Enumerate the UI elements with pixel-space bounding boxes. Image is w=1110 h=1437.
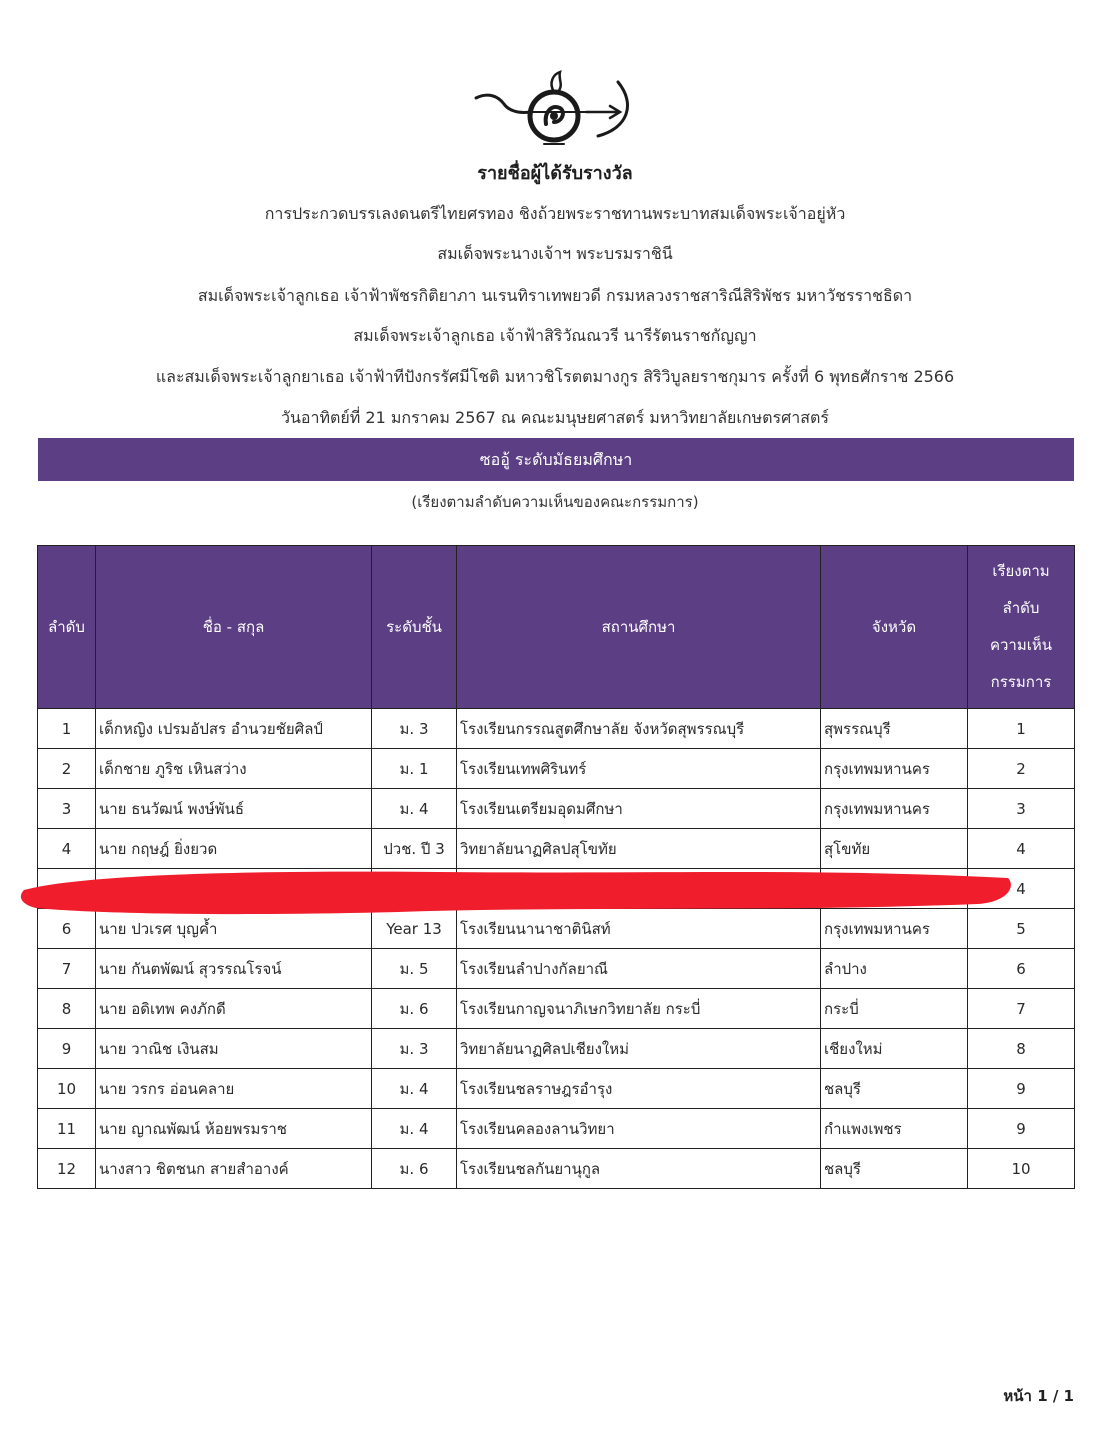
cell-no: 3 [38, 789, 96, 829]
cell-name: นาย กันตพัฒน์ สุวรรณโรจน์ [96, 949, 372, 989]
table-row-redacted [38, 869, 1075, 909]
document-title: รายชื่อผู้ได้รับรางวัล [477, 163, 633, 184]
header-rank-line: กรรมการ [990, 673, 1052, 691]
cell-rank: 7 [968, 989, 1075, 1029]
cell-rank: 2 [968, 749, 1075, 789]
header-line-6: วันอาทิตย์ที่ 21 มกราคม 2567 ณ คณะมนุษยศาสตร์ มหาวิทยาลัยเกษตรศาสตร์ [280, 408, 830, 427]
cell-no: 1 [38, 709, 96, 749]
page-number: หน้า 1 / 1 [1003, 1387, 1074, 1405]
cell-no: 7 [38, 949, 96, 989]
cell-level: ม. 3 [372, 1029, 457, 1069]
cell-school: วิทยาลัยนาฏศิลปสุโขทัย [457, 829, 821, 869]
cell-rank: 8 [968, 1029, 1075, 1069]
cell-name: นาย อดิเทพ คงภักดี [96, 989, 372, 1029]
cell-no: 9 [38, 1029, 96, 1069]
header-rank [968, 546, 1075, 709]
cell-level [372, 869, 457, 909]
table-row [38, 1149, 1075, 1189]
header-rank-line: เรียงตาม [992, 562, 1050, 580]
cell-province: กรุงเทพมหานคร [821, 789, 968, 829]
header-line-3: สมเด็จพระเจ้าลูกเธอ เจ้าฟ้าพัชรกิติยาภา นเรนทิราเทพยวดี กรมหลวงราชสาริณีสิริพัชร มหาวัชรราชธิดา [197, 286, 913, 305]
header-line-2: สมเด็จพระนางเจ้าฯ พระบรมราชินี [437, 244, 673, 263]
cell-school: วิทยาลัยนาฏศิลปเชียงใหม่ [457, 1029, 821, 1069]
cell-name: เด็กชาย ภูริช เหินสว่าง [96, 749, 372, 789]
cell-name: นาย กฤษฎ์ ยิ่งยวด [96, 829, 372, 869]
cell-no: 6 [38, 909, 96, 949]
cell-level: ม. 4 [372, 789, 457, 829]
cell-level: ม. 5 [372, 949, 457, 989]
category-band: ซออู้ ระดับมัธยมศึกษา [38, 438, 1074, 481]
table-row [38, 989, 1075, 1029]
cell-no: 4 [38, 829, 96, 869]
table-row [38, 749, 1075, 789]
table-row [38, 909, 1075, 949]
table-header-row [38, 546, 1075, 709]
royal-bow-emblem-icon [468, 70, 638, 152]
header-rank-line: ความเห็น [989, 636, 1053, 654]
cell-rank: 1 [968, 709, 1075, 749]
cell-province: กรุงเทพมหานคร [821, 749, 968, 789]
cell-level: ม. 4 [372, 1109, 457, 1149]
cell-rank: 9 [968, 1069, 1075, 1109]
cell-province: ชลบุรี [821, 1069, 968, 1109]
cell-rank: 3 [968, 789, 1075, 829]
cell-province: ลำปาง [821, 949, 968, 989]
header-school: สถานศึกษา [457, 546, 821, 709]
table-row [38, 1109, 1075, 1149]
cell-province: เชียงใหม่ [821, 1029, 968, 1069]
cell-school [457, 869, 821, 909]
cell-school: โรงเรียนเตรียมอุดมศึกษา [457, 789, 821, 829]
cell-province: สุโขทัย [821, 829, 968, 869]
cell-level: ม. 3 [372, 709, 457, 749]
cell-province: กระบี่ [821, 989, 968, 1029]
cell-school: โรงเรียนกรรณสูตศึกษาลัย จังหวัดสุพรรณบุรี [457, 709, 821, 749]
header-level: ระดับชั้น [372, 546, 457, 709]
header-rank-line: ลำดับ [1002, 599, 1040, 617]
cell-level: ม. 4 [372, 1069, 457, 1109]
table-row [38, 1029, 1075, 1069]
cell-province: กำแพงเพชร [821, 1109, 968, 1149]
table-row [38, 709, 1075, 749]
cell-name: นาย วรกร อ่อนคลาย [96, 1069, 372, 1109]
order-note: (เรียงตามลำดับความเห็นของคณะกรรมการ) [411, 493, 699, 511]
cell-school: โรงเรียนชลกันยานุกูล [457, 1149, 821, 1189]
cell-school: โรงเรียนลำปางกัลยาณี [457, 949, 821, 989]
cell-province: สุพรรณบุรี [821, 709, 968, 749]
header-line-5: และสมเด็จพระเจ้าลูกยาเธอ เจ้าฟ้าทีปังกรรัศมีโชติ มหาวชิโรตตมางกูร สิริวิบูลยราชกุมาร ครั้งที่ 6 พุทธศักราช 2566 [155, 367, 955, 386]
cell-school: โรงเรียนนานาชาตินิสท์ [457, 909, 821, 949]
cell-name: นาย วาณิช เงินสม [96, 1029, 372, 1069]
cell-rank: 4 [968, 869, 1075, 909]
cell-school: โรงเรียนคลองลานวิทยา [457, 1109, 821, 1149]
table-row [38, 949, 1075, 989]
cell-rank: 6 [968, 949, 1075, 989]
header-line-4: สมเด็จพระเจ้าลูกเธอ เจ้าฟ้าสิริวัณณวรี นารีรัตนราชกัญญา [353, 326, 757, 345]
header-line-1: การประกวดบรรเลงดนตรีไทยศรทอง ชิงถ้วยพระราชทานพระบาทสมเด็จพระเจ้าอยู่หัว [264, 204, 846, 223]
cell-name: นาย ปวเรศ บุญค้ำ [96, 909, 372, 949]
cell-no: 11 [38, 1109, 96, 1149]
table-row [38, 829, 1075, 869]
cell-name: เด็กหญิง เปรมอัปสร อำนวยชัยศิลป์ [96, 709, 372, 749]
cell-level: ม. 1 [372, 749, 457, 789]
cell-level: Year 13 [372, 909, 457, 949]
cell-school: โรงเรียนกาญจนาภิเษกวิทยาลัย กระบี่ [457, 989, 821, 1029]
cell-level: ม. 6 [372, 1149, 457, 1189]
header-province: จังหวัด [821, 546, 968, 709]
cell-school: โรงเรียนชลราษฎรอำรุง [457, 1069, 821, 1109]
cell-province: ชลบุรี [821, 1149, 968, 1189]
cell-no: 2 [38, 749, 96, 789]
header-no: ลำดับ [38, 546, 96, 709]
cell-province [821, 869, 968, 909]
cell-name [96, 869, 372, 909]
table-row [38, 1069, 1075, 1109]
cell-rank: 10 [968, 1149, 1075, 1189]
cell-rank: 9 [968, 1109, 1075, 1149]
cell-no [38, 869, 96, 909]
cell-level: ม. 6 [372, 989, 457, 1029]
cell-no: 8 [38, 989, 96, 1029]
header-name: ชื่อ - สกุล [96, 546, 372, 709]
cell-province: กรุงเทพมหานคร [821, 909, 968, 949]
cell-rank: 4 [968, 829, 1075, 869]
cell-level: ปวช. ปี 3 [372, 829, 457, 869]
results-table [37, 545, 1075, 1189]
cell-no: 10 [38, 1069, 96, 1109]
cell-name: นางสาว ชิตชนก สายสำอางค์ [96, 1149, 372, 1189]
table-row [38, 789, 1075, 829]
cell-rank: 5 [968, 909, 1075, 949]
cell-name: นาย ธนวัฒน์ พงษ์พันธ์ [96, 789, 372, 829]
cell-name: นาย ญาณพัฒน์ ห้อยพรมราช [96, 1109, 372, 1149]
cell-no: 12 [38, 1149, 96, 1189]
cell-school: โรงเรียนเทพศิรินทร์ [457, 749, 821, 789]
